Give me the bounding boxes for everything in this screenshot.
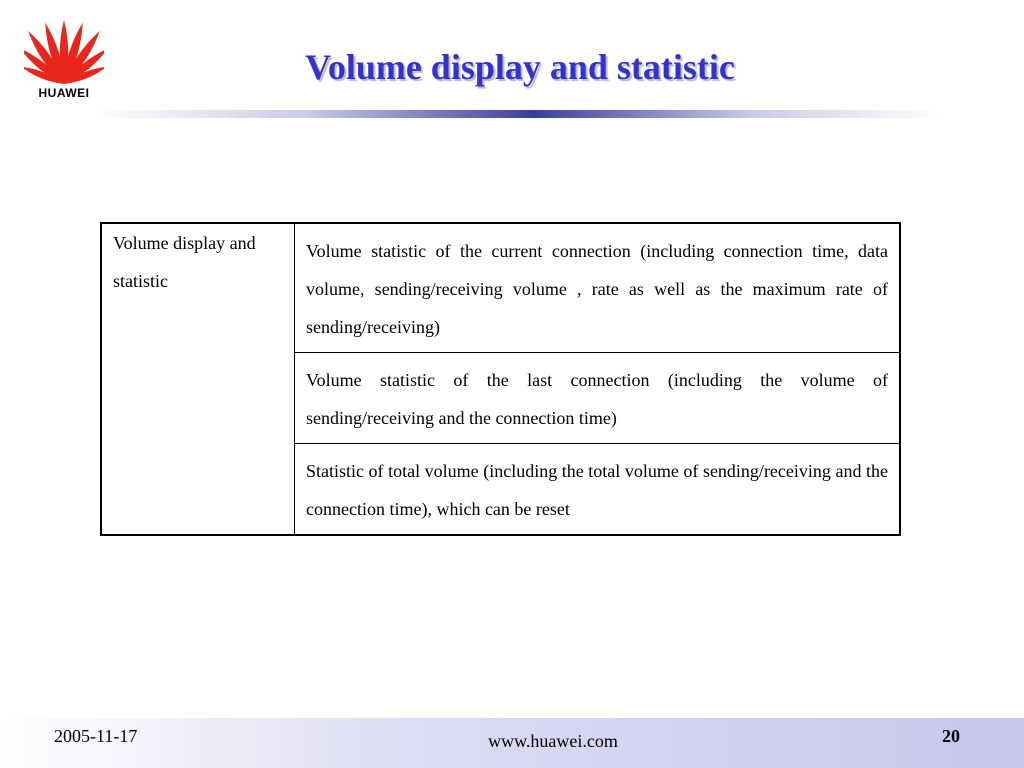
- page-number: 20: [942, 726, 960, 746]
- table-row: [101, 223, 900, 353]
- table-cell-current-connection: Volume statistic of the current connection (including connection time, data volume, sending/receiving volume , rate as well as the maximum rate of sending/receiving): [295, 223, 901, 353]
- slide-title: Volume display and statistic: [305, 47, 735, 87]
- table-label-cell: Volume display and statistic: [101, 223, 295, 535]
- header-divider: [95, 110, 940, 118]
- table-cell-total-volume: Statistic of total volume (including the total volume of sending/receiving and the connection time), which can be reset: [295, 444, 901, 536]
- content-table: [100, 222, 901, 536]
- footer-date: 2005-11-17: [54, 726, 138, 746]
- brand-name: HUAWEI: [38, 86, 90, 100]
- table-cell-last-connection: Volume statistic of the last connection (including the volume of sending/receiving and the connection time): [295, 353, 901, 444]
- footer-url: www.huawei.com: [488, 731, 618, 751]
